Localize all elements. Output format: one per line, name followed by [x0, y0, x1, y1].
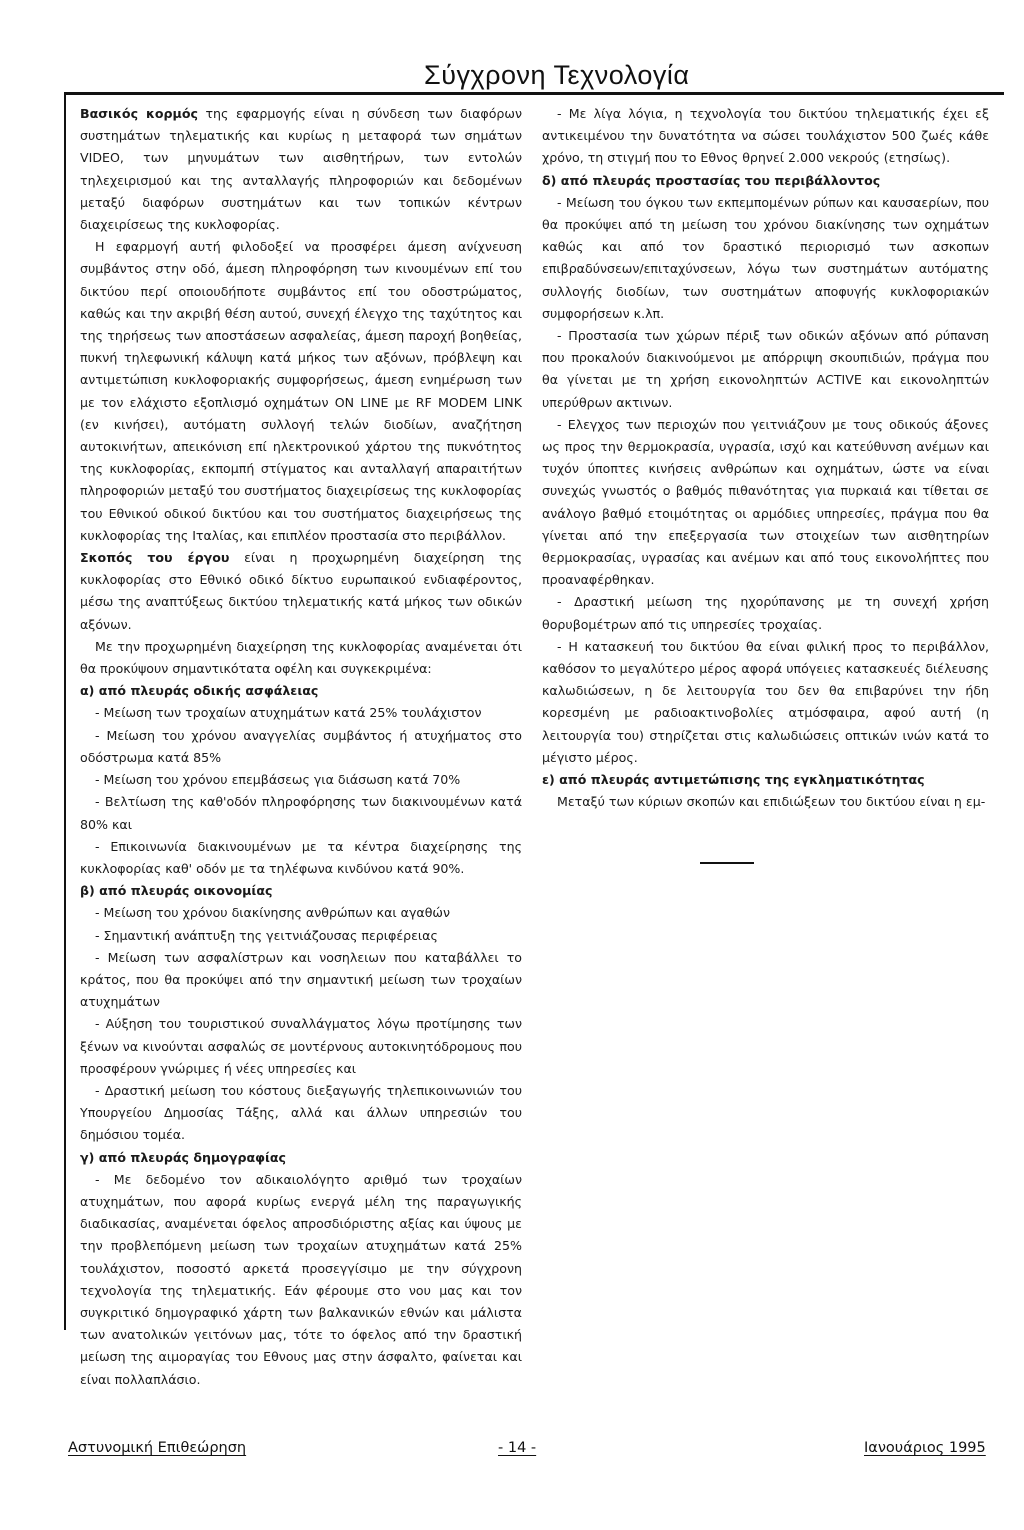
section-b-item: - Μείωση του χρόνου διακίνησης ανθρώπων και αγαθών — [95, 905, 450, 921]
section-b-item: - Δραστική μείωση του κόστους διεξαγωγής τηλεπικοινωνιών του Υπουργείου Δημοσίας Τάξης, αλλά και άλλων υπηρεσιών του δημόσιου τομέα. — [80, 1082, 522, 1143]
paragraph-benefits-intro: Με την προχωρημένη διαχείρηση της κυκλοφορίας αναμένεται ότι θα προκύψουν σημαντικότατα οφέλη και συγκεκριμένα: — [80, 638, 522, 677]
section-d-item: - Δραστική μείωση της ηχορύπανσης με τη συνεχή χρήση θορυβομέτρων από τις υπηρεσίες τροχαίας. — [542, 594, 989, 632]
left-column — [80, 103, 522, 1391]
section-b-item: - Μείωση των ασφαλίστρων και νοσηλειων που καταβάλλει το κράτος, που θα προκύψει από την σημαντική μείωση των τροχαίων ατυχημάτων — [80, 949, 522, 1010]
paragraph-basic-core — [80, 103, 522, 236]
paragraph-application: Η εφαρμογή αυτή φιλοδοξεί να προσφέρει άμεση ανίχνευση συμβάντος στην οδό, άμεση πληροφόρηση των κινουμένων επί του δικτύου περί οποιουδήποτε συμβάντος επί του οδοστρώματος, καθώς και την ακριβή θέση αυτού, συνεχή έλεγχο της ταχύτητος και της τηρήσεως των αποστάσεων ασφαλείας, άμεση παροχή βοηθείας, πυκνή τηλεφωνική κάλυψη κατά μήκος των αξόνων, πρόβλεψη και αντιμετώπιση κυκλοφοριακής συμφορήσεως, άμεση ενημέρωση των με τον ελάχιστο εξοπλισμό οχημάτων ON LINE με RF MODEM LINK (εν κινήσει), αυτόματη συλλογή τελών διοδίων, αναζήτηση αυτοκινήτων, απεικόνιση επί ηλεκτρονικού χάρτου της πυκνότητος της κυκλοφορίας, εκπομπή στίγματος και ανταλλαγή απαραιτήτων πληροφοριών μεταξύ του συστήματος διαχειρίσεως της κυκλοφορίας του Εθνικού οδικού δικτύου και του συστήματος διαχειρήσεως της κυκλοφορίας της Ιταλίας, και επιπλέον προστασία στο περιβάλλον. — [80, 239, 522, 543]
section-b-title: β) από πλευράς οικονομίας — [80, 883, 273, 899]
section-e-text: Μεταξύ των κύριων σκοπών και επιδιώξεων του δικτύου είναι η εμ- — [557, 794, 986, 810]
paragraph-project-goal — [80, 547, 522, 636]
footer-page-number: - 14 - — [498, 1440, 537, 1456]
right-column — [542, 103, 989, 814]
footer-date: Ιανουάριος 1995 — [864, 1440, 986, 1456]
section-a-item: - Βελτίωση της καθ'οδόν πληροφόρησης των διακινουμένων κατά 80% και — [80, 794, 522, 832]
section-a-item: - Μείωση του χρόνου αναγγελίας συμβάντος ή ατυχήματος στο οδόστρωμα κατά 85% — [80, 727, 522, 765]
section-c-text: - Με δεδομένο τον αδικαιολόγητο αριθμό των τροχαίων ατυχημάτων, που αφορά κυρίως ενεργά μέλη της παραγωγικής διαδικασίας, αναμένεται όφελος απροσδιόριστης αξίας και ύψους με την προβλεπόμενη μείωση των τροχαίων ατυχημάτων κατά 25% τουλάχιστον, ποσοστό αρκετά προσεγγίσιμο με την σύγχρονη τεχνολογία της τηλεματικής. Εάν φέρουμε στο νου μας και τον συγκριτικό δημογραφικό χάρτη των βαλκανικών εθνών και μάλιστα των ανατολικών γειτόνων μας, τότε το όφελος από την δραστική μείωση της αιμοραγίας του Εθνους μας στην άσφαλτο, φαίνεται και είναι πολλαπλάσιο. — [80, 1171, 522, 1387]
left-margin-rule — [64, 92, 66, 1330]
section-e-title: ε) από πλευράς αντιμετώπισης της εγκληματικότητας — [542, 772, 925, 788]
section-d-title: δ) από πλευράς προστασίας του περιβάλλοντος — [542, 172, 881, 188]
section-b-item: - Σημαντική ανάπτυξη της γειτνιάζουσας περιφέρειας — [95, 927, 438, 943]
section-d-item: - Η κατασκευή του δικτύου θα είναι φιλική προς το περιβάλλον, καθόσον το μεγαλύτερο μέρος αφορά υπόγειες κατασκευές διέλευσης καλωδιώσεων, η δε λειτουργία του δεν θα επιβαρύνει την ήδη κορεσμένη με ραδιοακτινοβολίες ατμόσφαιρα, αφού αυτή (η λειτουργία του) στηρίζεται στις καλωδιώσεις οπτικών ινών κατά το μέγιστο μέρος. — [542, 638, 989, 765]
section-d-item: - Προστασία των χώρων πέριξ των οδικών αξόνων από ρύπανση που προκαλούν διακινούμενοι με απόρριψη σκουπιδιών, πράγμα που θα γίνεται με τη χρήση εικονοληπτών ACTIVE και εικονοληπτών υπερύθρων ακτινων. — [542, 328, 989, 410]
lead-project-goal: Σκοπός του έργου — [80, 550, 230, 566]
page-header-title: Σύγχρονη Τεχνολογία — [424, 60, 690, 90]
text-project-goal: είναι η προχωρημένη διαχείρηση της κυκλοφορίας στο Εθνικό οδικό δίκτυο ευρωπαικού ενδιαφέροντος, μέσω της αναπτύξεως δικτύου τηλεματικής κατά μήκος των οδικών αξόνων. — [80, 550, 522, 632]
section-d-item: - Μείωση του όγκου των εκπεμπομένων ρύπων και καυσαερίων, που θα προκύψει από τη μείωση του χρόνου διακίνησης των οχημάτων καθώς και από τον δραστικό περιορισμό των ασκοπων επιβραδύνσεων/επιταχύνσεων, λόγω των συστημάτων αυτόματης συλλογής διοδίων, των συστημάτων αποφυγής κυκλοφοριακών συμφορήσεων κ.λπ. — [542, 194, 989, 321]
section-b-item: - Αύξηση του τουριστικού συναλλάγματος λόγω προτίμησης των ξένων να κινούνται ασφαλώς σε μοντέρνους αυτοκινητόδρομους που προσφέρουν γνώριμες ή νέες υπηρεσίες και — [80, 1016, 522, 1076]
section-a-item: - Επικοινωνία διακινουμένων με τα κέντρα διαχείρησης της κυκλοφορίας καθ' οδόν με τα τηλέφωνα κινδύνου κατά 90%. — [80, 838, 522, 876]
text-basic-core: της εφαρμογής είναι η σύνδεση των διαφόρων συστημάτων τηλεματικής και κυρίως η μεταφορά των σημάτων VIDEO, των μηνυμάτων των αισθητήρων, των εντολών τηλεχειρισμού και της ανταλλαγής πληροφοριών και δεδομένων μεταξύ διαφόρων συστημάτων και των τοπικών κέντρων διαχειρίσεως της κυκλοφορίας. — [80, 106, 522, 233]
section-a-title: α) από πλευράς οδικής ασφάλειας — [80, 683, 319, 699]
decorative-short-rule — [700, 862, 754, 864]
section-a-item: - Μείωση των τροχαίων ατυχημάτων κατά 25% τουλάχιστον — [95, 705, 482, 721]
lead-basic-core: Βασικός κορμός — [80, 106, 198, 121]
section-a-item: - Μείωση του χρόνου επεμβάσεως για διάσωση κατά 70% — [95, 772, 461, 788]
section-c-title: γ) από πλευράς δημογραφίας — [80, 1149, 286, 1165]
section-d-item: - Ελεγχος των περιοχών που γειτνιάζουν με τους οδικούς άξονες ως προς την θερμοκρασία, υγρασία, ισχύ και κατεύθυνση ανέμων και τυχόν ύποπτες κινήσεις ανθρώπων και οχημάτων, ώστε να είναι συνεχώς γνωστός ο βαθμός πιθανότητας για πυρκαιά και τίθεται σε ανάλογο βαθμό ετοιμότητας οι αρμόδιες υπηρεσίες, πράγμα που θα γίνεται από την επεξεργασία των στοιχείων των αισθητηρίων θερμοκρασίας, υγρασίας και ανέμων και από τους εικονολήπτες που προαναφέρθηκαν. — [542, 416, 989, 588]
paragraph-lives-saved: - Με λίγα λόγια, η τεχνολογία του δικτύου τηλεματικής έχει εξ αντικειμένου την δυνατότητα να σώσει τουλάχιστον 500 ζωές κάθε χρόνο, τη στιγμή που το Εθνος θρηνεί 2.000 νεκρούς (ετησίως). — [542, 106, 989, 166]
footer-publication: Αστυνομική Επιθεώρηση — [68, 1440, 247, 1456]
header-rule — [64, 92, 1004, 95]
